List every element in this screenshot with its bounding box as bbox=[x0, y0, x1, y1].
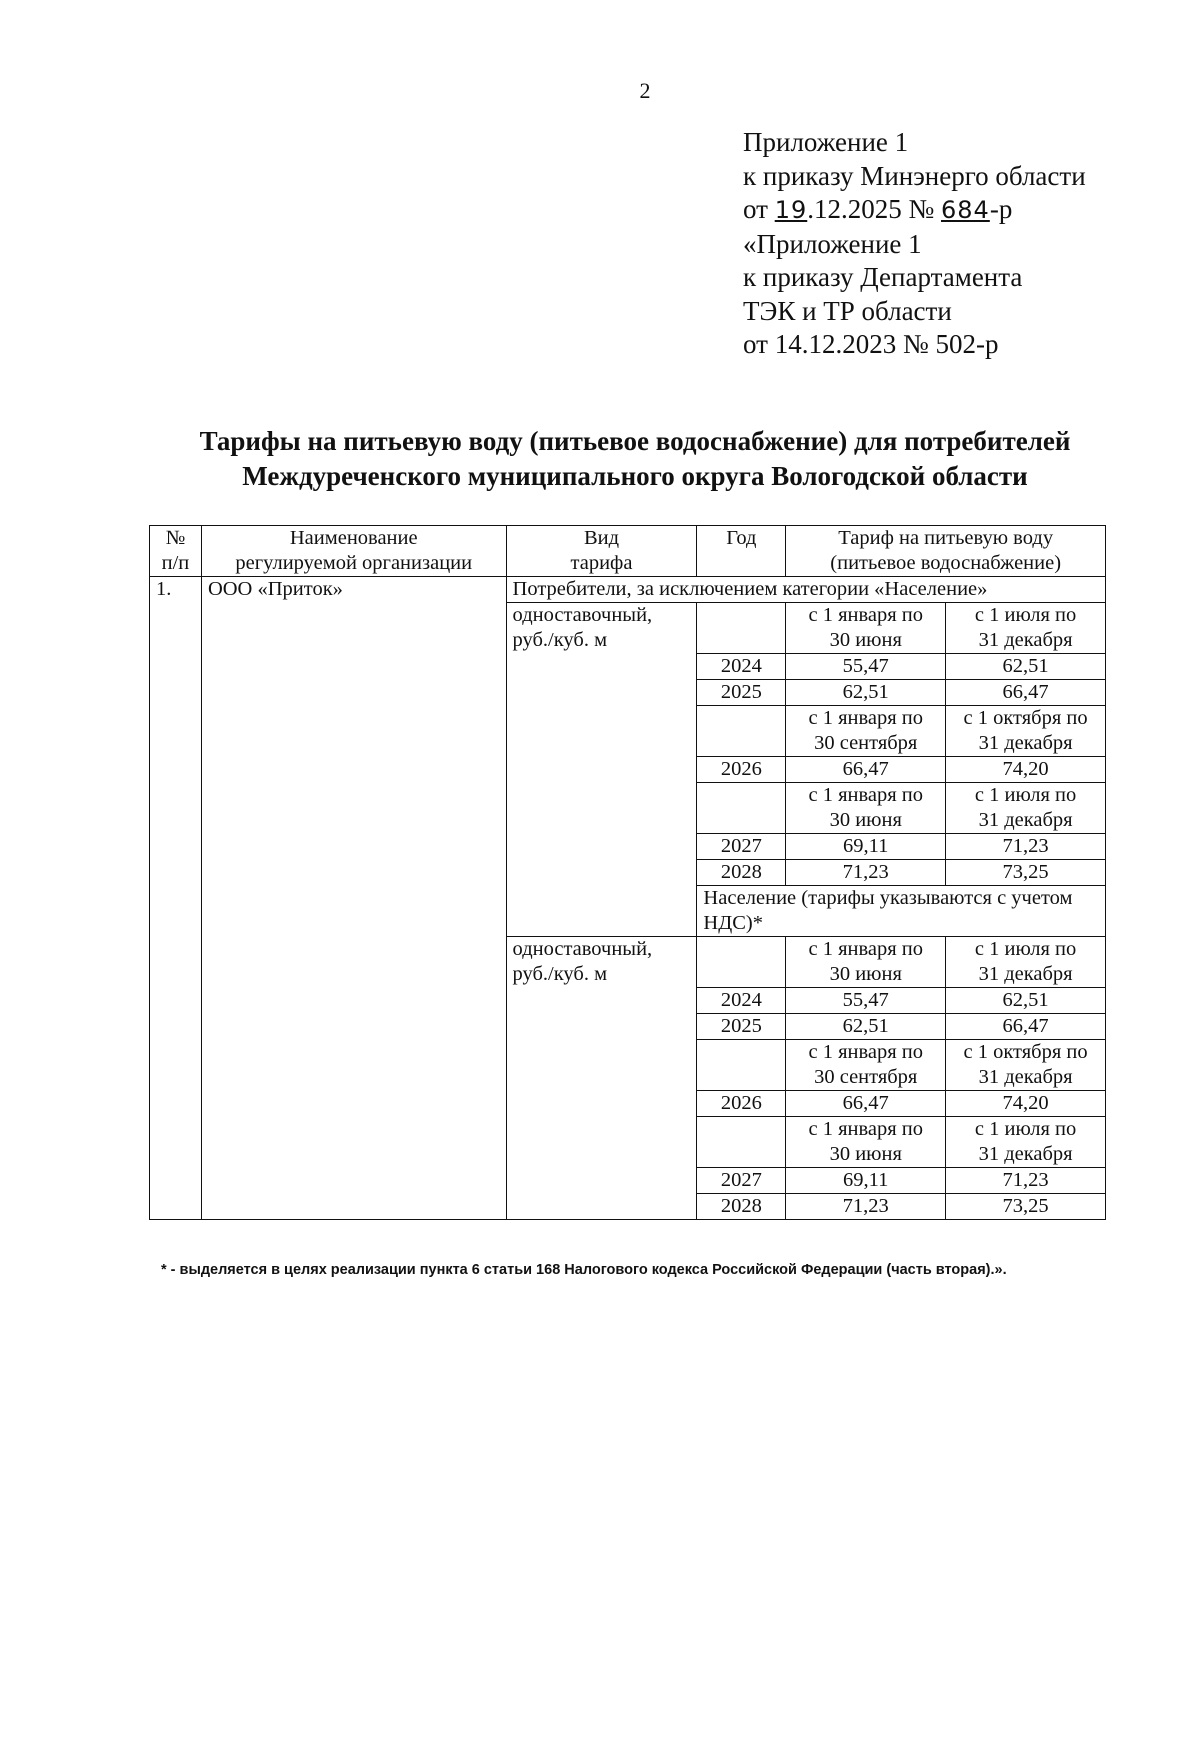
cell-text: с 1 января по bbox=[808, 1118, 924, 1140]
year-cell: 2025 bbox=[697, 1014, 786, 1040]
tariff-type bbox=[506, 603, 697, 937]
cell-text: руб./куб. м bbox=[512, 629, 608, 651]
header-text: № bbox=[165, 527, 186, 549]
cell-text: с 1 октября по bbox=[963, 1041, 1088, 1063]
appendix-line: к приказу Минэнерго области bbox=[743, 160, 1086, 191]
year-cell: 2026 bbox=[697, 757, 786, 783]
document-title bbox=[150, 424, 1120, 494]
row-number: 1. bbox=[150, 577, 202, 1220]
header-text: Тариф на питьевую воду bbox=[838, 527, 1054, 549]
value-cell: 73,25 bbox=[946, 1194, 1106, 1220]
date-suffix: -р bbox=[989, 194, 1013, 224]
period-cell bbox=[786, 783, 946, 834]
year-cell: 2024 bbox=[697, 654, 786, 680]
period-cell bbox=[786, 937, 946, 988]
value-cell: 71,23 bbox=[946, 834, 1106, 860]
cell-text: 30 сентября bbox=[814, 1066, 918, 1088]
appendix-line: ТЭК и ТР области bbox=[743, 295, 952, 326]
value-cell: 71,23 bbox=[786, 1194, 946, 1220]
header-tariff bbox=[786, 526, 1106, 577]
cell-text: с 1 января по bbox=[808, 938, 924, 960]
year-cell: 2024 bbox=[697, 988, 786, 1014]
cell-text: одноставочный, bbox=[512, 938, 653, 960]
period-cell bbox=[946, 706, 1106, 757]
org-name: ООО «Приток» bbox=[201, 577, 506, 1220]
period-cell bbox=[786, 1117, 946, 1168]
value-cell: 69,11 bbox=[786, 1168, 946, 1194]
value-cell: 74,20 bbox=[946, 757, 1106, 783]
value-cell: 66,47 bbox=[786, 1091, 946, 1117]
value-cell: 73,25 bbox=[946, 860, 1106, 886]
page-number: 2 bbox=[639, 78, 651, 103]
year-cell: 2027 bbox=[697, 834, 786, 860]
cell-text: с 1 июля по bbox=[974, 784, 1077, 806]
value-cell: 62,51 bbox=[946, 988, 1106, 1014]
table-row bbox=[150, 577, 1106, 603]
date-mid: .12.2025 № bbox=[807, 194, 942, 224]
value-cell: 62,51 bbox=[786, 680, 946, 706]
cell-text: 31 декабря bbox=[978, 732, 1073, 754]
tariff-type bbox=[506, 937, 697, 1220]
cell-text: с 1 июля по bbox=[974, 1118, 1077, 1140]
cell-text: 31 декабря bbox=[978, 809, 1073, 831]
cell-text: 30 июня bbox=[829, 963, 902, 985]
cell-text: с 1 июля по bbox=[974, 938, 1077, 960]
header-num bbox=[150, 526, 202, 577]
handwritten-number: 684 bbox=[941, 196, 990, 224]
year-cell-empty bbox=[697, 1040, 786, 1091]
value-cell: 66,47 bbox=[946, 680, 1106, 706]
date-prefix: от bbox=[743, 194, 775, 224]
section-label: Потребители, за исключением категории «Население» bbox=[506, 577, 1105, 603]
title-line: Тарифы на питьевую воду (питьевое водоснабжение) для потребителей bbox=[199, 426, 1071, 456]
period-cell bbox=[946, 1040, 1106, 1091]
header-year: Год bbox=[697, 526, 786, 577]
cell-text: с 1 января по bbox=[808, 604, 924, 626]
cell-text: 31 декабря bbox=[978, 629, 1073, 651]
year-cell-empty bbox=[697, 706, 786, 757]
cell-text: 30 июня bbox=[829, 809, 902, 831]
appendix-date-line bbox=[743, 193, 1086, 228]
title-line: Междуреченского муниципального округа Вологодской области bbox=[242, 461, 1028, 491]
handwritten-day: 19 bbox=[774, 196, 808, 224]
header-text: тарифа bbox=[570, 552, 633, 574]
year-cell: 2028 bbox=[697, 1194, 786, 1220]
header-text: Вид bbox=[583, 527, 620, 549]
year-cell: 2026 bbox=[697, 1091, 786, 1117]
value-cell: 71,23 bbox=[786, 860, 946, 886]
cell-text: 31 декабря bbox=[978, 1143, 1073, 1165]
period-cell bbox=[786, 706, 946, 757]
appendix-header bbox=[743, 126, 1086, 362]
period-cell bbox=[946, 1117, 1106, 1168]
year-cell-empty bbox=[697, 937, 786, 988]
period-cell bbox=[946, 937, 1106, 988]
appendix-line: от 14.12.2023 № 502-р bbox=[743, 329, 999, 359]
cell-text: 30 июня bbox=[829, 629, 902, 651]
cell-text: с 1 января по bbox=[808, 1041, 924, 1063]
footnote: * - выделяется в целях реализации пункта 6 статьи 168 Налогового кодекса Российской Федерации (часть вторая).». bbox=[161, 1262, 1007, 1278]
appendix-line: «Приложение 1 bbox=[743, 228, 922, 259]
value-cell: 74,20 bbox=[946, 1091, 1106, 1117]
cell-text: с 1 октября по bbox=[963, 707, 1088, 729]
tariff-table bbox=[149, 525, 1106, 1220]
value-cell: 62,51 bbox=[786, 1014, 946, 1040]
year-cell: 2028 bbox=[697, 860, 786, 886]
header-org bbox=[201, 526, 506, 577]
year-cell-empty bbox=[697, 1117, 786, 1168]
cell-text: с 1 июля по bbox=[974, 604, 1077, 626]
cell-text: руб./куб. м bbox=[512, 963, 608, 985]
value-cell: 62,51 bbox=[946, 654, 1106, 680]
header-text: (питьевое водоснабжение) bbox=[830, 552, 1062, 574]
period-cell bbox=[786, 603, 946, 654]
value-cell: 66,47 bbox=[786, 757, 946, 783]
period-cell bbox=[946, 603, 1106, 654]
cell-text: 31 декабря bbox=[978, 1066, 1073, 1088]
header-text: регулируемой организации bbox=[235, 552, 473, 574]
cell-text: с 1 января по bbox=[808, 707, 924, 729]
year-cell: 2025 bbox=[697, 680, 786, 706]
cell-text: 31 декабря bbox=[978, 963, 1073, 985]
header-text: п/п bbox=[161, 552, 190, 574]
header-text: Наименование bbox=[289, 527, 418, 549]
cell-text: с 1 января по bbox=[808, 784, 924, 806]
year-cell: 2027 bbox=[697, 1168, 786, 1194]
section-label: Население (тарифы указываются с учетом НДС)* bbox=[697, 886, 1106, 937]
header-type bbox=[506, 526, 697, 577]
value-cell: 71,23 bbox=[946, 1168, 1106, 1194]
cell-text: 30 июня bbox=[829, 1143, 902, 1165]
value-cell: 55,47 bbox=[786, 654, 946, 680]
period-cell bbox=[946, 783, 1106, 834]
value-cell: 69,11 bbox=[786, 834, 946, 860]
table-header-row bbox=[150, 526, 1106, 577]
cell-text: одноставочный, bbox=[512, 604, 653, 626]
year-cell-empty bbox=[697, 603, 786, 654]
year-cell-empty bbox=[697, 783, 786, 834]
appendix-line: к приказу Департамента bbox=[743, 262, 1023, 292]
appendix-line: Приложение 1 bbox=[743, 127, 909, 157]
period-cell bbox=[786, 1040, 946, 1091]
cell-text: 30 сентября bbox=[814, 732, 918, 754]
value-cell: 55,47 bbox=[786, 988, 946, 1014]
value-cell: 66,47 bbox=[946, 1014, 1106, 1040]
